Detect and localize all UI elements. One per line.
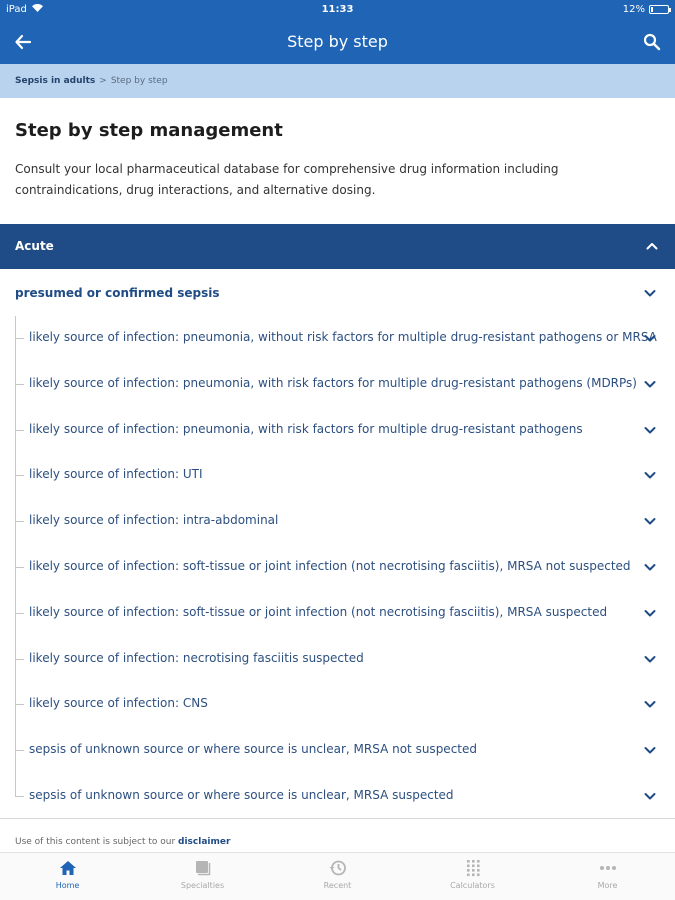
list-item[interactable] [0,408,675,454]
chevron-down-icon [643,468,657,482]
list-item[interactable] [0,545,675,591]
more-icon [598,859,618,877]
status-time: 11:33 [321,4,354,15]
search-button[interactable] [639,29,665,55]
status-bar [0,0,675,20]
tab-recent[interactable] [270,853,405,900]
chevron-down-icon [643,514,657,528]
tree-tick [15,796,24,797]
list-item-label: sepsis of unknown source or where source is unclear, MRSA not suspected [29,742,477,757]
group-label: presumed or confirmed sepsis [15,286,220,300]
tab-label: Home [55,881,80,890]
tree-tick [15,384,24,385]
list-item-label: likely source of infection: UTI [29,467,203,482]
device-name: iPad [6,4,27,15]
list-item[interactable] [0,774,675,820]
footer-note-text: Use of this content is subject to our [15,837,176,847]
list-item-label: sepsis of unknown source or where source is unclear, MRSA suspected [29,787,454,802]
tree-tick [15,338,24,339]
breadcrumb-separator: > [99,76,107,86]
chevron-down-icon [643,652,657,666]
home-icon [58,859,78,877]
tree-tick [15,659,24,660]
list-item-label: likely source of infection: CNS [29,696,208,711]
chevron-up-icon [645,239,659,253]
app-bar [0,20,675,64]
tree-tick [15,750,24,751]
tab-label: More [597,881,618,890]
tab-home[interactable] [0,853,135,900]
tab-label: Calculators [450,881,495,890]
tree-tick [15,475,24,476]
calculators-icon [463,859,483,877]
tab-bar [0,852,675,900]
list-item[interactable] [0,499,675,545]
breadcrumb-parent-link[interactable]: Sepsis in adults [15,76,96,86]
group-presumed-sepsis[interactable] [0,270,675,316]
battery-fill [651,7,653,12]
battery-icon [649,5,669,14]
intro-text: Consult your local pharmaceutical database for comprehensive drug information including contraindications, drug interactions, and alternative dosing. [15,162,559,197]
specialties-icon [193,859,213,877]
chevron-down-icon [643,789,657,803]
list-item[interactable] [0,728,675,774]
list-item[interactable] [0,316,675,362]
tab-more[interactable] [540,853,675,900]
tab-label: Specialties [180,881,225,890]
disclaimer-link[interactable]: disclaimer [178,837,231,847]
tab-calculators[interactable] [405,853,540,900]
chevron-down-icon [643,606,657,620]
chevron-down-icon [643,423,657,437]
breadcrumb-current: Step by step [110,76,168,86]
battery-percent: 12% [622,4,645,15]
list-item-label: likely source of infection: pneumonia, with risk factors for multiple drug-resistant pathogens (MDRPs) [29,375,637,390]
section-acute-label: Acute [15,239,54,253]
chevron-down-icon [643,286,657,300]
tree-tick [15,613,24,614]
chevron-down-icon [643,560,657,574]
chevron-down-icon [643,377,657,391]
tree-tick [15,704,24,705]
tab-specialties[interactable] [135,853,270,900]
list-item[interactable] [0,453,675,499]
list-item-label: likely source of infection: necrotising fasciitis suspected [29,650,364,665]
list-item-label: likely source of infection: pneumonia, without risk factors for multiple drug-resistant pathogens or MRSA [29,330,657,344]
footer-note [15,837,230,847]
tab-label: Recent [323,881,352,890]
list-item[interactable] [0,637,675,683]
list-item[interactable] [0,362,675,408]
chevron-down-icon [643,331,657,345]
tree-tick [15,521,24,522]
list-item-label: likely source of infection: soft-tissue or joint infection (not necrotising fasciitis), MRSA not suspected [29,558,631,573]
search-icon [643,33,661,51]
infection-source-list [0,316,675,820]
chevron-down-icon [643,743,657,757]
list-item-label: likely source of infection: intra-abdominal [29,513,279,528]
page-title: Step by step management [15,120,283,141]
list-item[interactable] [0,682,675,728]
tree-tick [15,430,24,431]
chevron-down-icon [643,697,657,711]
list-item-label: likely source of infection: soft-tissue or joint infection (not necrotising fasciitis), MRSA suspected [29,604,608,619]
list-item-label: likely source of infection: pneumonia, with risk factors for multiple drug-resistant pathogens [29,421,583,436]
recent-icon [328,859,348,877]
app-bar-title: Step by step [287,32,388,51]
section-acute-header[interactable] [0,224,675,269]
list-item[interactable] [0,591,675,637]
status-right [623,4,669,15]
tree-tick [15,567,24,568]
content-divider [0,818,675,819]
breadcrumb [0,64,675,98]
